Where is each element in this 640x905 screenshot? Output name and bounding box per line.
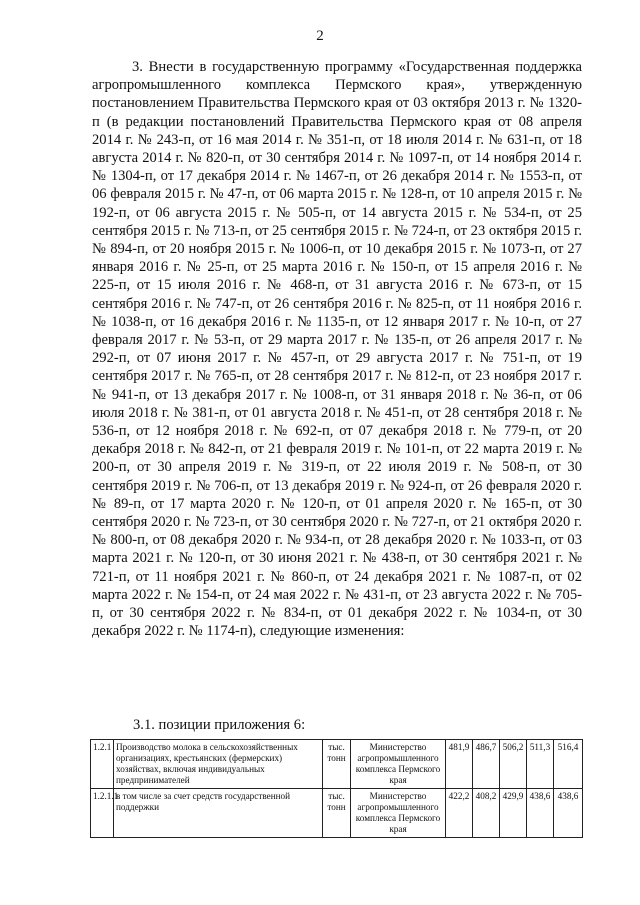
value-cell: 481,9 [446, 740, 473, 789]
table-row [91, 789, 583, 838]
subheading: 3.1. позиции приложения 6: [133, 717, 306, 733]
value-cell: 516,4 [554, 740, 583, 789]
value-cell: 429,9 [500, 789, 527, 838]
unit: тыс. тонн [323, 789, 351, 838]
value-cell: 511,3 [527, 740, 554, 789]
positions-table [90, 739, 583, 838]
row-number: 1.2.1 [91, 740, 114, 789]
responsible-org: Министерство агропромышленного комплекса Пермского края [351, 789, 446, 838]
responsible-org: Министерство агропромышленного комплекса Пермского края [351, 740, 446, 789]
value-cell: 422,2 [446, 789, 473, 838]
value-cell: 408,2 [473, 789, 500, 838]
amendment-paragraph: 3. Внести в государственную программу «Государственная поддержка агропромышленного комплекса Пермского края», утвержденную постановлением Правительства Пермского края от 03 октября 2013 г. № 1320-п (в редакции постановлений Правительства Пермского края от 08 апреля 2014 г. № 243-п, от 16 мая 2014 г. № 351-п, от 18 июля 2014 г. № 631-п, от 18 августа 2014 г. № 820-п, от 30 сентября 2014 г. № 1097-п, от 14 ноября 2014 г. № 1304-п, от 17 декабря 2014 г. № 1467-п, от 26 декабря 2014 г. № 1553-п, от 06 февраля 2015 г. № 47-п, от 06 марта 2015 г. № 128-п, от 10 апреля 2015 г. № 192-п, от 06 августа 2015 г. № 505-п, от 14 августа 2015 г. № 534-п, от 25 сентября 2015 г. № 713-п, от 25 сентября 2015 г. № 724-п, от 23 октября 2015 г. № 894-п, от 20 ноября 2015 г. № 1006-п, от 10 декабря 2015 г. № 1073-п, от 27 января 2016 г. № 25-п, от 25 марта 2016 г. № 150-п, от 15 апреля 2016 г. № 225-п, от 15 июля 2016 г. № 468-п, от 31 августа 2016 г. № 673-п, от 15 сентября 2016 г. № 747-п, от 26 сентября 2016 г. № 825-п, от 11 ноября 2016 г. № 1038-п, от 16 декабря 2016 г. № 1135-п, от 12 января 2017 г. № 10-п, от 27 февраля 2017 г. № 53-п, от 29 марта 2017 г. № 135-п, от 26 апреля 2017 г. № 292-п, от 07 июня 2017 г. № 457-п, от 29 августа 2017 г. № 751-п, от 19 сентября 2017 г. № 765-п, от 28 сентября 2017 г. № 812-п, от 23 ноября 2017 г. № 941-п, от 13 декабря 2017 г. № 1008-п, от 31 января 2018 г. № 36-п, от 06 июля 2018 г. № 381-п, от 01 августа 2018 г. № 451-п, от 28 сентября 2018 г. № 536-п, от 12 ноября 2018 г. № 692-п, от 07 декабря 2018 г. № 779-п, от 20 декабря 2018 г. № 842-п, от 21 февраля 2019 г. № 101-п, от 22 марта 2019 г. № 200-п, от 30 апреля 2019 г. № 319-п, от 22 июля 2019 г. № 508-п, от 30 сентября 2019 г. № 706-п, от 13 декабря 2019 г. № 924-п, от 26 февраля 2020 г. № 89-п, от 17 марта 2020 г. № 120-п, от 01 апреля 2020 г. № 165-п, от 30 сентября 2020 г. № 723-п, от 30 сентября 2020 г. № 727-п, от 21 октября 2020 г. № 800-п, от 08 декабря 2020 г. № 934-п, от 28 декабря 2020 г. № 1033-п, от 03 марта 2021 г. № 120-п, от 30 июня 2021 г. № 438-п, от 30 сентября 2021 г. № 721-п, от 11 ноября 2021 г. № 860-п, от 24 декабря 2021 г. № 1087-п, от 02 марта 2022 г. № 154-п, от 24 мая 2022 г. № 431-п, от 23 августа 2022 г. № 705-п, от 30 сентября 2022 г. № 834-п, от 01 декабря 2022 г. № 1034-п, от 30 декабря 2022 г. № 1174-п), следующие изменения: [92, 59, 582, 640]
row-number: 1.2.1.1 [91, 789, 114, 838]
unit: тыс. тонн [323, 740, 351, 789]
indicator-name: в том числе за счет средств государственной поддержки [114, 789, 323, 838]
table-row [91, 740, 583, 789]
value-cell: 438,6 [554, 789, 583, 838]
value-cell: 506,2 [500, 740, 527, 789]
value-cell: 438,6 [527, 789, 554, 838]
value-cell: 486,7 [473, 740, 500, 789]
indicator-name: Производство молока в сельскохозяйственных организациях, крестьянских (фермерских) хозяйствах, включая индивидуальных предпринимателей [114, 740, 323, 789]
page-number: 2 [316, 28, 324, 44]
